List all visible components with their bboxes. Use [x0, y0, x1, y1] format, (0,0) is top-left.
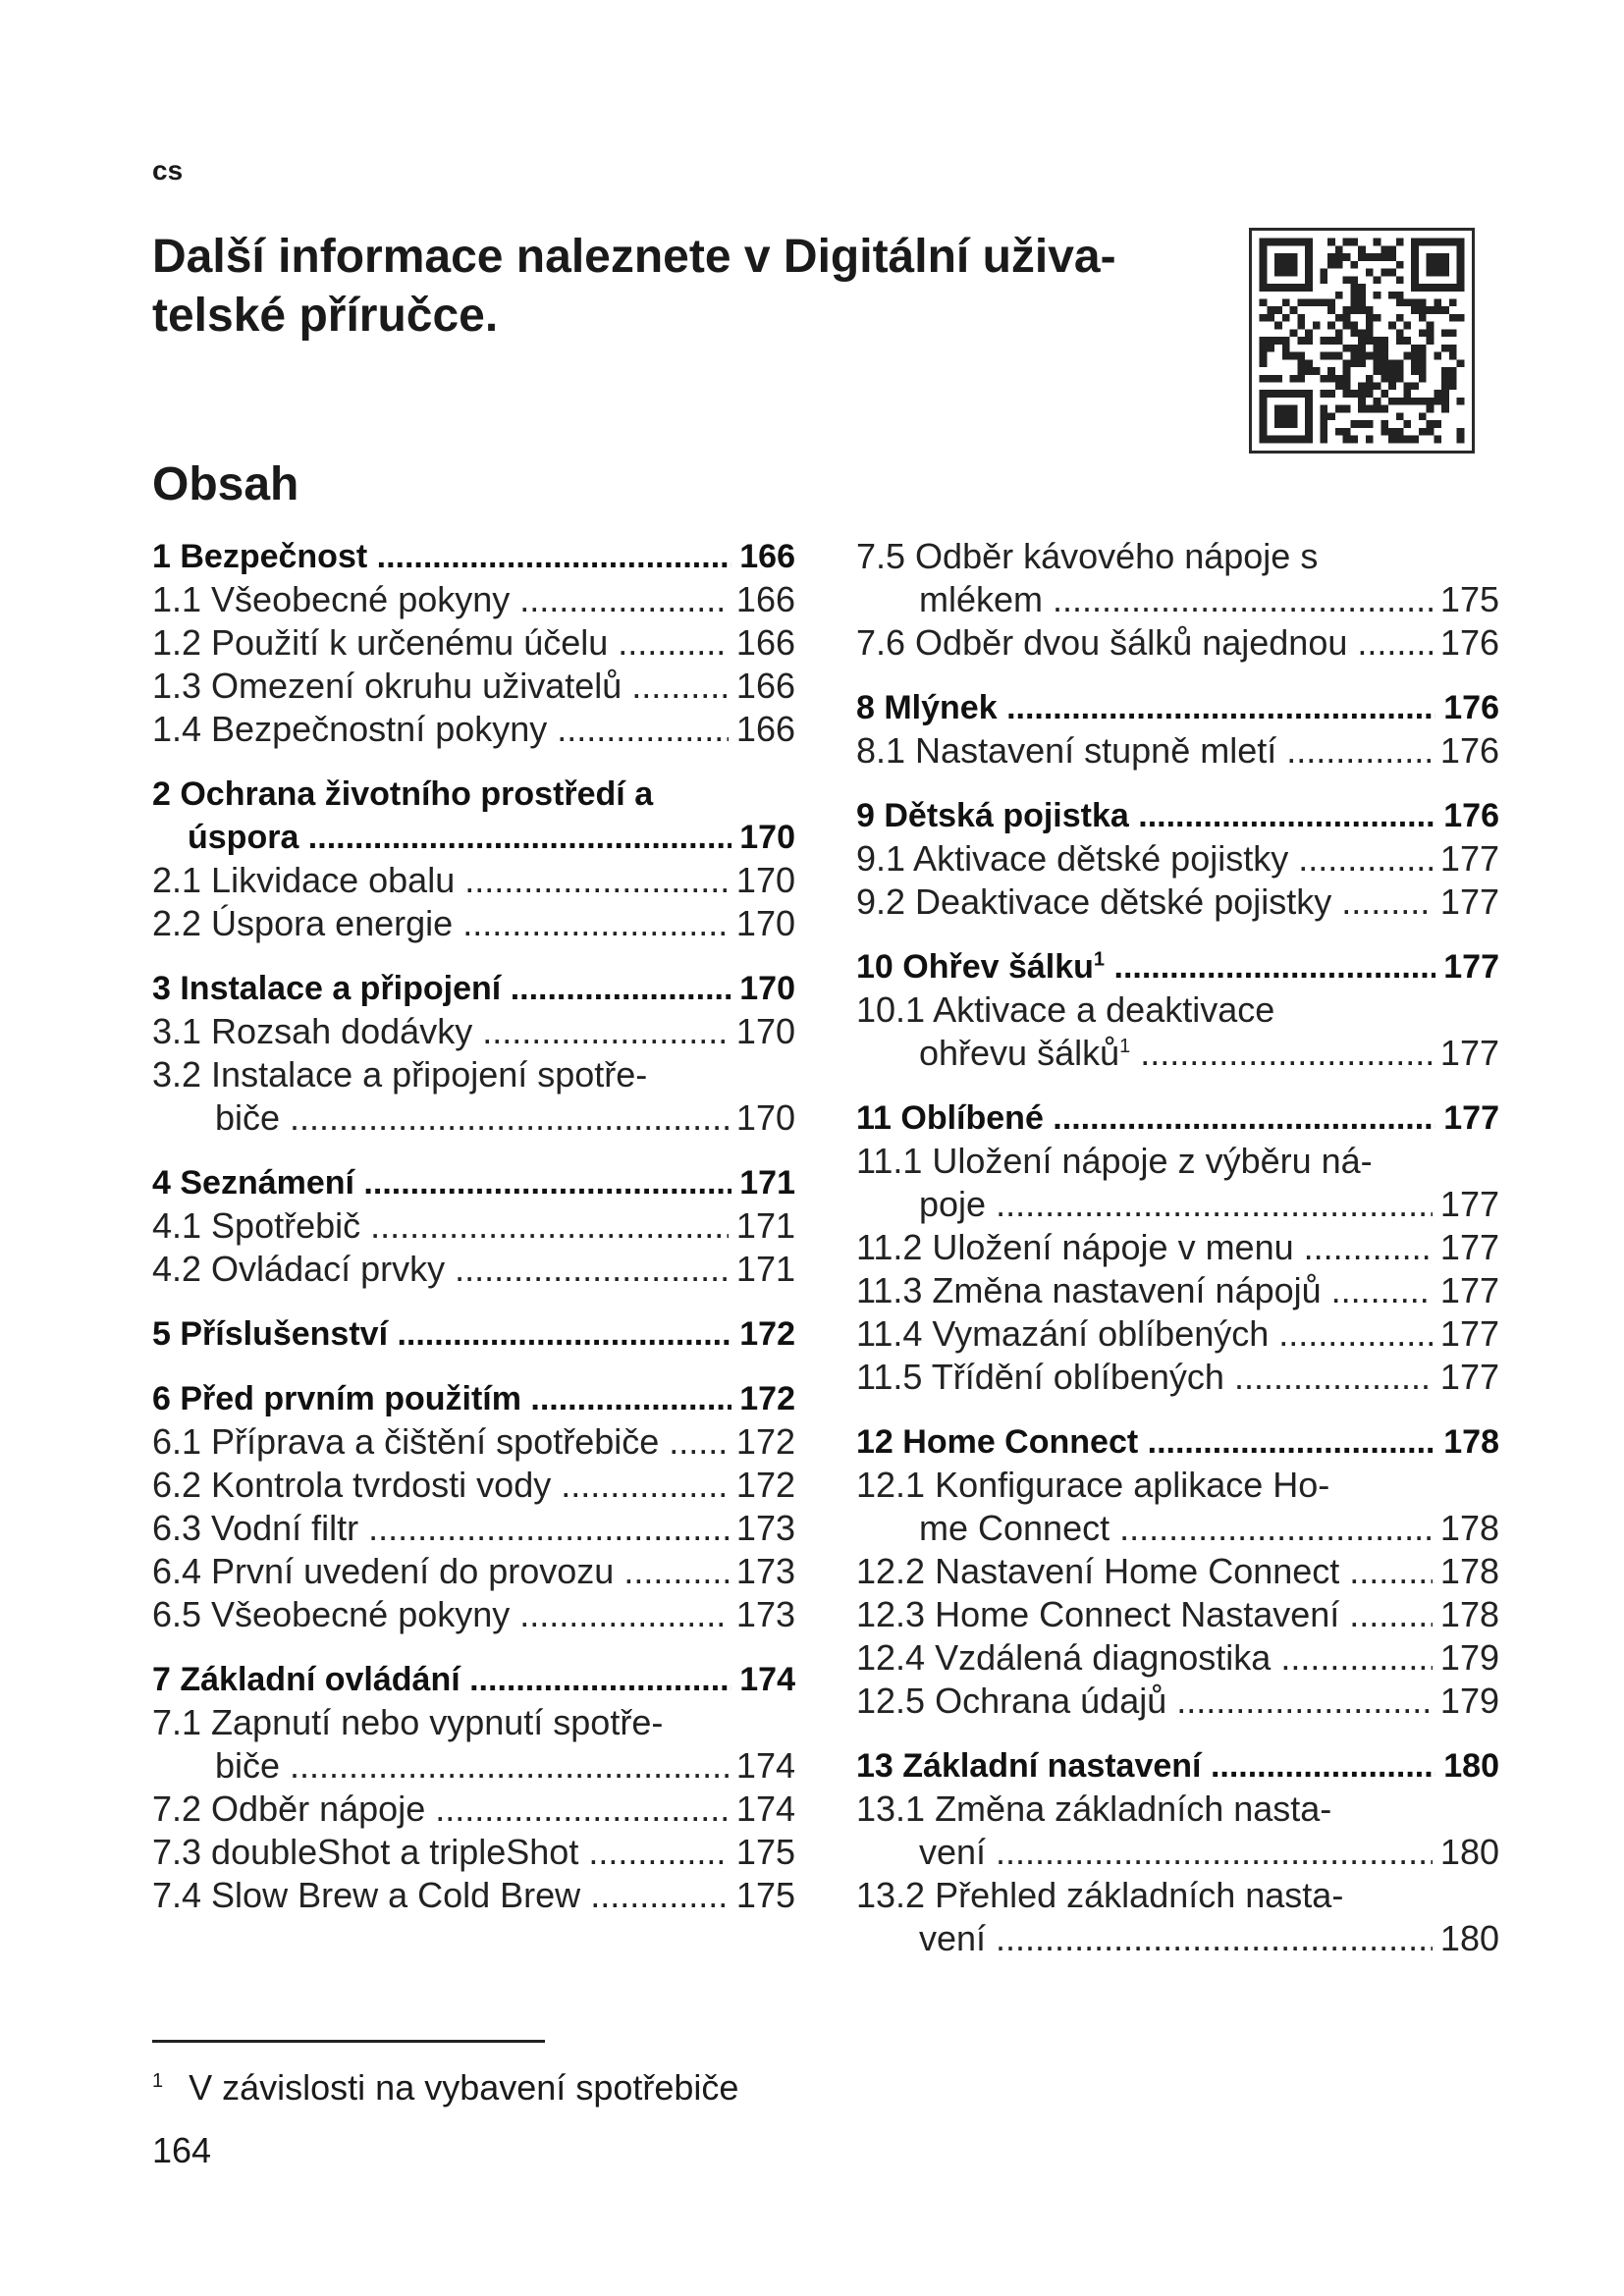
headline [152, 228, 1222, 346]
qr-code-icon [1252, 231, 1472, 451]
toc-heading[interactable]: 3 Instalace a připojení ..... 170 [152, 967, 795, 1010]
toc-heading[interactable]: 1 Bezpečnost ..... 166 [152, 535, 795, 578]
toc-entry[interactable]: 11.5 Třídění oblíbených ..... 177 [856, 1356, 1499, 1399]
toc-entry[interactable]: 2.1 Likvidace obalu ..... 170 [152, 859, 795, 902]
footnote-ref: 1 [1093, 948, 1106, 971]
toc-section-4 [152, 1161, 795, 1291]
toc-entry-line-1[interactable]: 11.1 Uložení nápoje z výběru ná- [856, 1141, 1373, 1181]
footnote-separator [152, 2040, 545, 2043]
toc-entry[interactable]: 1.2 Použití k určenému účelu ..... 166 [152, 621, 795, 665]
toc-section-2 [152, 773, 795, 945]
toc-entry[interactable]: 12.2 Nastavení Home Connect ..... 178 [856, 1550, 1499, 1593]
toc-heading[interactable]: 11 Oblíbené ..... 177 [856, 1096, 1499, 1140]
toc-heading[interactable]: 6 Před prvním použitím ..... 172 [152, 1377, 795, 1420]
toc-heading-line-2[interactable]: úspora ..... 170 [152, 816, 795, 859]
toc-section-1 [152, 535, 795, 751]
footnote-mark: 1 [152, 2070, 164, 2092]
toc-section-10 [856, 945, 1499, 1075]
toc-entry[interactable]: 1.4 Bezpečnostní pokyny ..... 166 [152, 708, 795, 751]
toc-entry[interactable]: 6.2 Kontrola tvrdosti vody ..... 172 [152, 1464, 795, 1507]
toc-entry-line-1[interactable]: 7.1 Zapnutí nebo vypnutí spotře- [152, 1702, 664, 1742]
toc-entry[interactable]: 7.3 doubleShot a tripleShot ..... 175 [152, 1831, 795, 1874]
toc-entry-line-2[interactable]: biče ..... 174 [152, 1744, 795, 1788]
toc-entry[interactable]: 1.3 Omezení okruhu uživatelů ..... 166 [152, 665, 795, 708]
toc-entry-line-2[interactable]: biče ..... 170 [152, 1096, 795, 1140]
toc-left-column [152, 535, 795, 1939]
toc-section-9 [856, 794, 1499, 924]
headline-line-2: telské příručce. [152, 290, 499, 342]
toc-entry[interactable]: 2.2 Úspora energie ..... 170 [152, 902, 795, 945]
toc-section-8 [856, 686, 1499, 773]
toc-section-5 [152, 1312, 795, 1356]
toc-entry-line-1[interactable]: 10.1 Aktivace a deaktivace [856, 989, 1275, 1030]
toc-entry[interactable]: 4.1 Spotřebič ..... 171 [152, 1204, 795, 1248]
toc-entry[interactable]: 6.4 První uvedení do provozu ..... 173 [152, 1550, 795, 1593]
toc-entry-line-1[interactable]: 12.1 Konfigurace aplikace Ho- [856, 1465, 1330, 1505]
toc-entry[interactable]: 7.2 Odběr nápoje ..... 174 [152, 1788, 795, 1831]
qr-code-image [1249, 228, 1475, 454]
toc-entry[interactable]: 11.4 Vymazání oblíbených ..... 177 [856, 1312, 1499, 1356]
toc-entry[interactable]: 9.2 Deaktivace dětské pojistky ..... 177 [856, 881, 1499, 924]
toc-entry[interactable]: 12.5 Ochrana údajů ..... 179 [856, 1680, 1499, 1723]
toc-entry-line-2[interactable]: me Connect ..... 178 [856, 1507, 1499, 1550]
footnote-text: V závislosti na vybavení spotřebiče [189, 2067, 739, 2108]
footnote [152, 2059, 738, 2109]
toc-section-12 [856, 1420, 1499, 1723]
toc-entry[interactable]: 11.2 Uložení nápoje v menu ..... 177 [856, 1226, 1499, 1269]
toc-entry[interactable]: 6.1 Příprava a čištění spotřebiče ..... 172 [152, 1420, 795, 1464]
toc-heading[interactable]: 8 Mlýnek ..... 176 [856, 686, 1499, 729]
toc-section-7 [152, 1658, 795, 1917]
toc-entry[interactable]: 9.1 Aktivace dětské pojistky ..... 177 [856, 837, 1499, 881]
toc-section-3 [152, 967, 795, 1140]
toc-entry[interactable]: 6.3 Vodní filtr ..... 173 [152, 1507, 795, 1550]
toc-entry[interactable]: 4.2 Ovládací prvky ..... 171 [152, 1248, 795, 1291]
toc-entry[interactable]: 1.1 Všeobecné pokyny ..... 166 [152, 578, 795, 621]
toc-entry-line-1[interactable]: 7.5 Odběr kávového nápoje s [856, 536, 1319, 576]
toc-entry[interactable]: 12.3 Home Connect Nastavení ..... 178 [856, 1593, 1499, 1636]
toc-section-6 [152, 1377, 795, 1636]
toc-heading[interactable]: 5 Příslušenství ..... 172 [152, 1312, 795, 1356]
toc-right-column [856, 535, 1499, 1982]
toc-entry-line-2[interactable]: vení ..... 180 [856, 1831, 1499, 1874]
toc-entry[interactable]: 7.6 Odběr dvou šálků najednou ..... 176 [856, 621, 1499, 665]
toc-entry-line-2[interactable]: poje ..... 177 [856, 1183, 1499, 1226]
toc-heading[interactable]: 7 Základní ovládání ..... 174 [152, 1658, 795, 1701]
language-code: cs [152, 155, 184, 186]
toc-entry[interactable]: 3.1 Rozsah dodávky ..... 170 [152, 1010, 795, 1053]
toc-heading[interactable]: 9 Dětská pojistka ..... 176 [856, 794, 1499, 837]
toc-entry-line-2[interactable]: vení ..... 180 [856, 1917, 1499, 1960]
toc-section-7-continued [856, 535, 1499, 665]
toc-heading[interactable]: 4 Seznámení ..... 171 [152, 1161, 795, 1204]
toc-heading[interactable]: 13 Základní nastavení ..... 180 [856, 1744, 1499, 1788]
toc-entry-line-1[interactable]: 13.2 Přehled základních nasta- [856, 1875, 1344, 1915]
toc-section-13 [856, 1744, 1499, 1960]
headline-line-1: Další informace naleznete v Digitální uživa- [152, 231, 1116, 283]
toc-entry[interactable]: 7.4 Slow Brew a Cold Brew ..... 175 [152, 1874, 795, 1917]
toc-entry[interactable]: 8.1 Nastavení stupně mletí ..... 176 [856, 729, 1499, 773]
toc-heading-line-1[interactable]: 2 Ochrana životního prostředí a [152, 775, 654, 813]
toc-title: Obsah [152, 458, 299, 510]
toc-entry[interactable]: 12.4 Vzdálená diagnostika ..... 179 [856, 1636, 1499, 1680]
toc-heading[interactable]: 10 Ohřev šálku$^1$ ..... 177 [856, 945, 1499, 988]
toc-entry[interactable]: 6.5 Všeobecné pokyny ..... 173 [152, 1593, 795, 1636]
page-number: 164 [152, 2130, 212, 2170]
toc-heading[interactable]: 12 Home Connect ..... 178 [856, 1420, 1499, 1464]
toc-section-11 [856, 1096, 1499, 1399]
toc-entry[interactable]: 11.3 Změna nastavení nápojů ..... 177 [856, 1269, 1499, 1312]
toc-entry-line-1[interactable]: 3.2 Instalace a připojení spotře- [152, 1054, 648, 1095]
toc-entry-line-2[interactable]: mlékem ..... 175 [856, 578, 1499, 621]
footnote-ref: 1 [1119, 1036, 1131, 1057]
toc-entry-line-1[interactable]: 13.1 Změna základních nasta- [856, 1789, 1332, 1829]
toc-entry-line-2[interactable]: ohřevu šálků$^1$ ..... 177 [856, 1032, 1499, 1075]
